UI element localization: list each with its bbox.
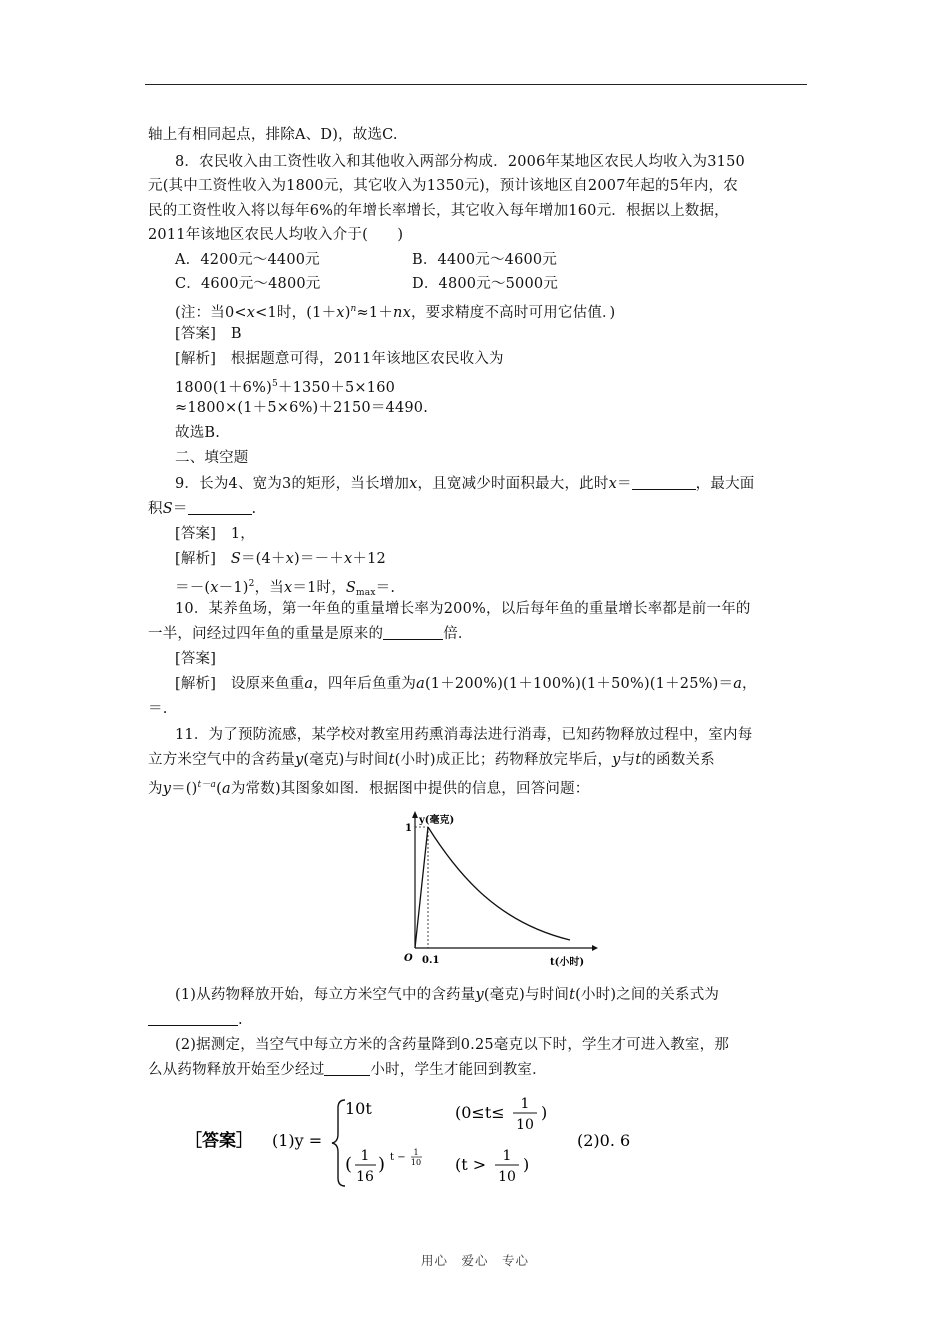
text-line: 轴上有相同起点，排除A、D)，故选C.	[148, 127, 398, 143]
case2-base-num: 1	[360, 1148, 370, 1164]
q8-line-2: 元(其中工资性收入为1800元，其它收入为1350元)，预计该地区自2007年起的5年内，农	[148, 178, 738, 194]
q10-solution-1: [解析] 设原来鱼重a，四年后鱼重为a(1＋200%)(1＋100%)(1＋50%)(1＋25%)＝a，	[175, 676, 757, 692]
answer-part2: (2)0. 6	[577, 1131, 631, 1150]
y-tick-label: 1	[405, 823, 412, 834]
page-footer: 用心 爱心 专心	[420, 1253, 529, 1268]
origin-label: O	[404, 953, 413, 964]
answer-blank[interactable]	[188, 500, 252, 515]
decay-graph	[380, 808, 600, 974]
case2-close: )	[523, 1155, 530, 1174]
header-rule	[145, 84, 807, 85]
case1-expression: 10t	[345, 1099, 372, 1118]
case2-open-paren: (	[345, 1154, 353, 1175]
q9-line-2: 积S＝ .	[148, 501, 257, 517]
answer-blank[interactable]	[148, 1011, 238, 1026]
case2-exp-den: 10	[410, 1158, 422, 1167]
answer-part1-label: (1)y =	[272, 1131, 323, 1150]
q10-solution-2: ＝.	[148, 701, 168, 717]
q8-note: (注：当0<x<1时，$(1+x)^n\approx 1+nx$，要求精度不高时可用它估值．)	[175, 304, 616, 321]
q10-answer: [答案]	[175, 651, 217, 667]
x-axis-arrow	[592, 945, 598, 951]
case2-base-den: 16	[356, 1169, 374, 1185]
case1-condition: (0≤t≤	[455, 1103, 505, 1122]
q10-line-1: 10．某养鱼场，第一年鱼的重量增长率为200%，以后每年鱼的重量增长率都是前一年的	[175, 601, 751, 617]
case2-exponent: t −	[390, 1152, 406, 1163]
q11-part2-line-1: (2)据测定，当空气中每立方米的含药量降到0.25毫克以下时，学生才可进入教室，那	[175, 1037, 730, 1053]
x-tick-label: 0.1	[422, 955, 440, 966]
answer-blank[interactable]	[324, 1061, 370, 1076]
q8-option-b: B．4400元～4600元	[412, 252, 558, 268]
case2-exp-num: 1	[413, 1148, 419, 1157]
q8-line-4: 2011年该地区农民人均收入介于( )	[148, 227, 404, 243]
q8-solution-2: $1800(1+6\%)^5+1350+5\times 160$	[175, 379, 396, 396]
q8-line-1: 8．农民收入由工资性收入和其他收入两部分构成．2006年某地区农民人均收入为3150	[175, 154, 745, 170]
q11-part1: (1)从药物释放开始，每立方米空气中的含药量y(毫克)与时间t(小时)之间的关系式为	[175, 987, 720, 1003]
case1-frac-den: 10	[516, 1117, 534, 1133]
q8-option-c: C．4600元～4800元	[175, 276, 321, 292]
q10-line-2: 一半，问经过四年鱼的重量是原来的 倍．	[148, 626, 473, 642]
y-axis-label: y(毫克)	[419, 815, 455, 826]
q9-line-1: 9．长为4、宽为3的矩形，当长增加x，且宽减少时面积最大，此时x＝ ，最大面	[175, 476, 755, 492]
rise-segment	[415, 827, 428, 948]
case2-condition: (t >	[455, 1155, 487, 1174]
case2-frac-den: 10	[498, 1169, 516, 1185]
case1-close: )	[541, 1103, 548, 1122]
q11-answer	[185, 1094, 631, 1194]
answer-blank[interactable]	[383, 625, 443, 640]
case2-close-paren: )	[378, 1154, 386, 1175]
q11-line-2: 立方米空气中的含药量y(毫克)与时间t(小时)成正比；药物释放完毕后，y与t的函数关系	[148, 752, 715, 768]
q8-solution-3: ≈1800×(1＋5×6%)＋2150＝4490.	[175, 400, 429, 416]
answer-label: ［答案］	[185, 1131, 253, 1151]
q11-line-1: 11．为了预防流感，某学校对教室用药熏消毒法进行消毒，已知药物释放过程中，室内每	[175, 727, 753, 743]
q9-solution-1: [解析] S＝(4＋x)＝－＋x＋12	[175, 551, 386, 567]
q8-option-d: D．4800元～5000元	[412, 276, 559, 292]
x-axis-label: t(小时)	[550, 957, 585, 968]
q9-solution-2: $=-(x-1)^2$，当x＝1时，$S_{max}=$.	[175, 579, 396, 598]
case2-frac-num: 1	[502, 1148, 512, 1164]
left-brace	[332, 1100, 345, 1186]
q11-line-3: 为y＝()$^{t-a}$(a为常数)其图象如图．根据图中提供的信息，回答问题：	[148, 780, 590, 797]
q8-solution-4: 故选B.	[175, 425, 221, 441]
y-axis-arrow	[412, 811, 418, 818]
q11-part1-blank-line: .	[148, 1010, 243, 1030]
q8-line-3: 民的工资性收入将以每年6%的年增长率增长，其它收入每年增加160元．根据以上数据，	[148, 203, 729, 219]
decay-curve	[428, 827, 570, 940]
q8-option-a: A．4200元～4400元	[175, 252, 320, 268]
answer-blank[interactable]	[632, 475, 696, 490]
q9-answer: [答案] 1，	[175, 526, 255, 542]
case1-frac-num: 1	[520, 1096, 530, 1112]
section-heading: 二、填空题	[175, 450, 249, 466]
q8-answer: [答案] B	[175, 326, 242, 342]
q8-solution-1: [解析] 根据题意可得，2011年该地区农民收入为	[175, 351, 504, 367]
q11-part2-line-2: 么从药物释放开始至少经过 小时，学生才能回到教室．	[148, 1062, 547, 1078]
